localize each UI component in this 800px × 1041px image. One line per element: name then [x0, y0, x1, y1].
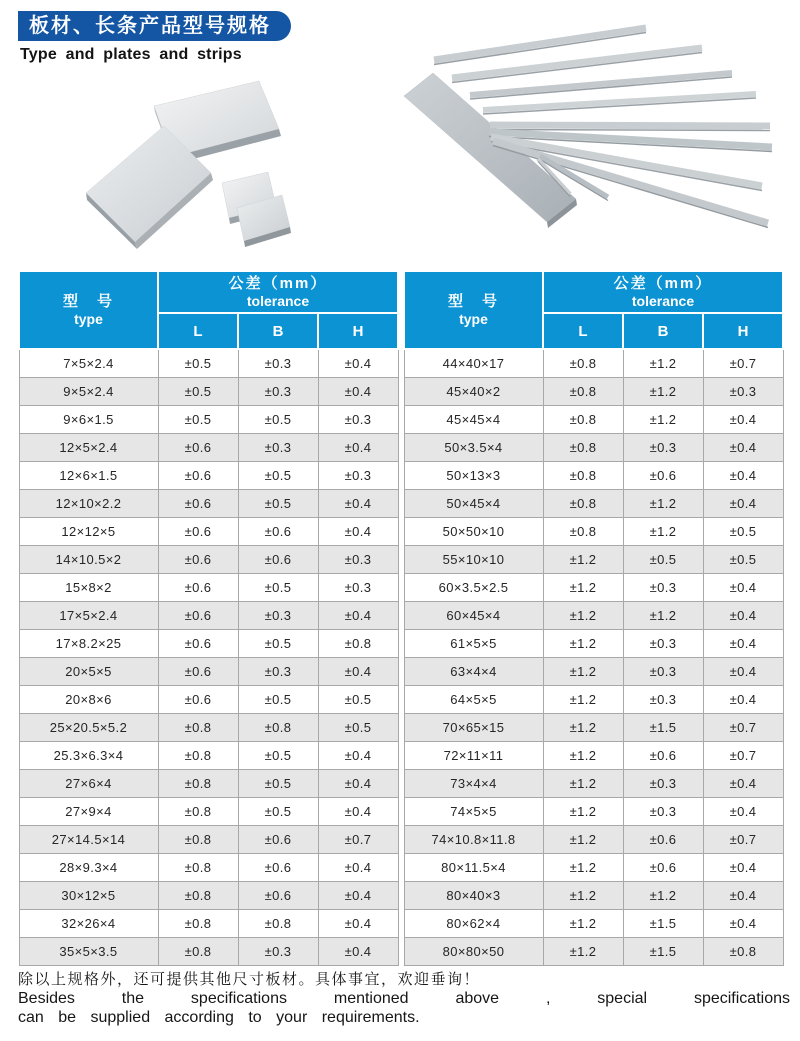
tolerance-h-cell: ±0.4 [318, 910, 398, 938]
tolerance-b-cell: ±0.5 [238, 686, 318, 714]
spec-row [19, 798, 398, 826]
tolerance-l-cell: ±0.6 [158, 658, 238, 686]
spec-row [404, 686, 783, 714]
tolerance-l-cell: ±0.5 [158, 349, 238, 378]
type-cell: 60×3.5×2.5 [404, 574, 543, 602]
tolerance-h-cell: ±0.3 [318, 406, 398, 434]
footer-note [18, 970, 790, 1027]
tolerance-l-cell: ±1.2 [543, 602, 623, 630]
tolerance-b-cell: ±0.3 [238, 602, 318, 630]
spec-row [19, 518, 398, 546]
col-b-header: B [623, 313, 703, 349]
tolerance-b-cell: ±0.5 [238, 574, 318, 602]
spec-row [404, 490, 783, 518]
tolerance-l-cell: ±1.2 [543, 714, 623, 742]
tolerance-b-cell: ±0.5 [238, 406, 318, 434]
tolerance-h-cell: ±0.4 [703, 574, 783, 602]
tolerance-b-cell: ±1.2 [623, 406, 703, 434]
tolerance-b-cell: ±0.8 [238, 910, 318, 938]
strips-photo [388, 16, 788, 248]
tolerance-header-en: tolerance [631, 293, 695, 309]
type-cell: 35×5×3.5 [19, 938, 158, 966]
tolerance-l-cell: ±0.8 [543, 406, 623, 434]
spec-row [404, 658, 783, 686]
tolerance-b-cell: ±0.5 [238, 742, 318, 770]
spec-row [404, 406, 783, 434]
tolerance-h-cell: ±0.4 [703, 882, 783, 910]
tolerance-b-cell: ±0.3 [623, 630, 703, 658]
page-title-banner [18, 11, 291, 41]
spec-row [404, 378, 783, 406]
tolerance-l-cell: ±0.6 [158, 602, 238, 630]
type-cell: 32×26×4 [19, 910, 158, 938]
type-cell: 74×10.8×11.8 [404, 826, 543, 854]
type-cell: 50×13×3 [404, 462, 543, 490]
plates-photo [58, 76, 403, 266]
type-cell: 14×10.5×2 [19, 546, 158, 574]
tolerance-column-header [158, 271, 398, 313]
spec-row [19, 378, 398, 406]
tolerance-h-cell: ±0.5 [703, 546, 783, 574]
spec-row [404, 938, 783, 966]
spec-table-left-body [19, 349, 398, 966]
tolerance-l-cell: ±0.8 [543, 462, 623, 490]
spec-row [404, 798, 783, 826]
tolerance-h-cell: ±0.7 [703, 826, 783, 854]
spec-table-left-header [19, 271, 398, 349]
spec-row [19, 826, 398, 854]
tolerance-l-cell: ±0.8 [158, 910, 238, 938]
tolerance-b-cell: ±0.3 [623, 658, 703, 686]
tolerance-h-cell: ±0.4 [703, 630, 783, 658]
tolerance-l-cell: ±1.2 [543, 574, 623, 602]
tolerance-h-cell: ±0.8 [318, 630, 398, 658]
tolerance-h-cell: ±0.4 [318, 658, 398, 686]
type-cell: 25×20.5×5.2 [19, 714, 158, 742]
col-h-header: H [703, 313, 783, 349]
tolerance-b-cell: ±0.3 [623, 686, 703, 714]
tolerance-b-cell: ±1.2 [623, 882, 703, 910]
type-cell: 64×5×5 [404, 686, 543, 714]
type-cell: 55×10×10 [404, 546, 543, 574]
type-cell: 45×45×4 [404, 406, 543, 434]
tolerance-h-cell: ±0.4 [318, 349, 398, 378]
tolerance-l-cell: ±0.6 [158, 490, 238, 518]
page-title-en: Type and plates and strips [20, 46, 242, 63]
spec-row [404, 462, 783, 490]
type-cell: 20×8×6 [19, 686, 158, 714]
type-cell: 30×12×5 [19, 882, 158, 910]
spec-table-right-body [404, 349, 783, 966]
spec-row [404, 854, 783, 882]
tolerance-header-en: tolerance [246, 293, 310, 309]
tolerance-b-cell: ±0.3 [238, 938, 318, 966]
spec-row [404, 434, 783, 462]
spec-row [19, 910, 398, 938]
spec-row [19, 602, 398, 630]
page-title-cn: 板材、长条产品型号规格 [29, 15, 271, 37]
col-l-header: L [158, 313, 238, 349]
type-cell: 27×6×4 [19, 770, 158, 798]
col-b-header: B [238, 313, 318, 349]
tolerance-h-cell: ±0.7 [703, 714, 783, 742]
tolerance-h-cell: ±0.4 [703, 462, 783, 490]
col-l-header: L [543, 313, 623, 349]
type-header-en: type [459, 311, 488, 327]
tolerance-b-cell: ±0.6 [623, 854, 703, 882]
tolerance-h-cell: ±0.3 [318, 462, 398, 490]
spec-row [19, 434, 398, 462]
tolerance-h-cell: ±0.7 [318, 826, 398, 854]
tolerance-b-cell: ±0.3 [623, 434, 703, 462]
tolerance-l-cell: ±0.8 [543, 349, 623, 378]
tolerance-b-cell: ±1.2 [623, 378, 703, 406]
tolerance-l-cell: ±1.2 [543, 658, 623, 686]
type-cell: 74×5×5 [404, 798, 543, 826]
tolerance-l-cell: ±0.6 [158, 434, 238, 462]
type-cell: 15×8×2 [19, 574, 158, 602]
type-header-cn: 型 号 [447, 293, 499, 310]
type-cell: 27×9×4 [19, 798, 158, 826]
tolerance-b-cell: ±0.3 [238, 349, 318, 378]
tolerance-b-cell: ±0.8 [238, 714, 318, 742]
tolerance-l-cell: ±0.6 [158, 574, 238, 602]
tolerance-b-cell: ±0.3 [623, 574, 703, 602]
tolerance-b-cell: ±0.5 [238, 770, 318, 798]
tolerance-l-cell: ±0.8 [543, 378, 623, 406]
tolerance-l-cell: ±1.2 [543, 770, 623, 798]
type-cell: 50×50×10 [404, 518, 543, 546]
tolerance-h-cell: ±0.4 [318, 798, 398, 826]
tolerance-b-cell: ±1.2 [623, 349, 703, 378]
spec-row [19, 770, 398, 798]
tolerance-h-cell: ±0.4 [318, 770, 398, 798]
tolerance-h-cell: ±0.5 [318, 714, 398, 742]
spec-row [404, 602, 783, 630]
type-cell: 60×45×4 [404, 602, 543, 630]
tolerance-h-cell: ±0.4 [703, 658, 783, 686]
tolerance-h-cell: ±0.5 [703, 518, 783, 546]
tolerance-l-cell: ±0.8 [543, 518, 623, 546]
spec-row [19, 854, 398, 882]
type-cell: 73×4×4 [404, 770, 543, 798]
tolerance-b-cell: ±0.3 [623, 770, 703, 798]
type-cell: 17×8.2×25 [19, 630, 158, 658]
spec-row [19, 658, 398, 686]
spec-table-right-header [404, 271, 783, 349]
tolerance-l-cell: ±0.8 [158, 882, 238, 910]
spec-row [19, 714, 398, 742]
type-header-cn: 型 号 [62, 293, 114, 310]
spec-row [19, 462, 398, 490]
type-cell: 45×40×2 [404, 378, 543, 406]
tolerance-h-cell: ±0.4 [703, 798, 783, 826]
type-cell: 9×5×2.4 [19, 378, 158, 406]
footer-note-en-line2: can be supplied according to your requirements. [18, 1009, 420, 1026]
tolerance-l-cell: ±0.6 [158, 518, 238, 546]
tolerance-b-cell: ±0.6 [623, 742, 703, 770]
tolerance-h-cell: ±0.5 [318, 686, 398, 714]
type-cell: 12×6×1.5 [19, 462, 158, 490]
tolerance-header-cn: 公差（mm） [228, 275, 328, 292]
tolerance-l-cell: ±0.6 [158, 630, 238, 658]
spec-row [404, 742, 783, 770]
tolerance-l-cell: ±1.2 [543, 938, 623, 966]
type-cell: 25.3×6.3×4 [19, 742, 158, 770]
tolerance-h-cell: ±0.4 [703, 770, 783, 798]
spec-table-right [403, 270, 784, 966]
spec-row [404, 882, 783, 910]
footer-note-en-line1: Besides the specifications mentioned above , special specifications [18, 990, 790, 1007]
tolerance-l-cell: ±1.2 [543, 826, 623, 854]
type-cell: 50×3.5×4 [404, 434, 543, 462]
tolerance-b-cell: ±0.5 [238, 462, 318, 490]
tolerance-b-cell: ±0.3 [238, 434, 318, 462]
tolerance-h-cell: ±0.4 [318, 742, 398, 770]
tolerance-l-cell: ±0.8 [158, 854, 238, 882]
type-cell: 9×6×1.5 [19, 406, 158, 434]
spec-row [19, 574, 398, 602]
type-cell: 63×4×4 [404, 658, 543, 686]
spec-row [404, 770, 783, 798]
tolerance-b-cell: ±0.5 [238, 490, 318, 518]
type-cell: 28×9.3×4 [19, 854, 158, 882]
tolerance-b-cell: ±0.6 [238, 882, 318, 910]
tolerance-h-cell: ±0.4 [703, 602, 783, 630]
spec-row [19, 490, 398, 518]
spec-row [404, 826, 783, 854]
tolerance-l-cell: ±1.2 [543, 910, 623, 938]
tolerance-l-cell: ±0.8 [543, 490, 623, 518]
type-cell: 12×10×2.2 [19, 490, 158, 518]
tolerance-l-cell: ±1.2 [543, 630, 623, 658]
type-column-header [19, 271, 158, 349]
footer-note-cn: 除以上规格外，还可提供其他尺寸板材。具体事宜，欢迎垂询！ [18, 971, 481, 988]
tolerance-b-cell: ±0.5 [238, 798, 318, 826]
tolerance-l-cell: ±0.8 [158, 798, 238, 826]
tolerance-b-cell: ±1.2 [623, 490, 703, 518]
tolerance-b-cell: ±0.6 [238, 518, 318, 546]
tolerance-h-cell: ±0.4 [703, 910, 783, 938]
spec-row [19, 630, 398, 658]
tolerance-b-cell: ±1.5 [623, 714, 703, 742]
tolerance-b-cell: ±1.2 [623, 518, 703, 546]
tolerance-h-cell: ±0.4 [318, 378, 398, 406]
type-cell: 27×14.5×14 [19, 826, 158, 854]
tolerance-l-cell: ±1.2 [543, 742, 623, 770]
tolerance-l-cell: ±0.8 [158, 742, 238, 770]
spec-row [404, 349, 783, 378]
type-cell: 17×5×2.4 [19, 602, 158, 630]
spec-table-left [18, 270, 399, 966]
tolerance-b-cell: ±1.2 [623, 602, 703, 630]
tolerance-l-cell: ±0.6 [158, 462, 238, 490]
type-cell: 80×40×3 [404, 882, 543, 910]
type-cell: 72×11×11 [404, 742, 543, 770]
tolerance-l-cell: ±1.2 [543, 686, 623, 714]
tolerance-b-cell: ±0.6 [238, 854, 318, 882]
type-cell: 50×45×4 [404, 490, 543, 518]
tolerance-b-cell: ±0.3 [623, 798, 703, 826]
tolerance-column-header [543, 271, 783, 313]
tolerance-l-cell: ±0.8 [158, 770, 238, 798]
tolerance-l-cell: ±0.8 [158, 938, 238, 966]
spec-row [19, 938, 398, 966]
type-cell: 80×80×50 [404, 938, 543, 966]
tolerance-h-cell: ±0.3 [703, 378, 783, 406]
spec-row [19, 742, 398, 770]
type-cell: 12×12×5 [19, 518, 158, 546]
spec-row [404, 518, 783, 546]
tolerance-l-cell: ±0.6 [158, 686, 238, 714]
tolerance-b-cell: ±0.5 [238, 630, 318, 658]
tolerance-h-cell: ±0.4 [318, 490, 398, 518]
tolerance-l-cell: ±1.2 [543, 798, 623, 826]
tolerance-l-cell: ±1.2 [543, 882, 623, 910]
tolerance-h-cell: ±0.4 [703, 854, 783, 882]
tolerance-l-cell: ±0.5 [158, 378, 238, 406]
spec-row [19, 406, 398, 434]
tolerance-l-cell: ±0.6 [158, 546, 238, 574]
type-cell: 44×40×17 [404, 349, 543, 378]
tolerance-b-cell: ±0.6 [238, 826, 318, 854]
type-column-header [404, 271, 543, 349]
type-header-en: type [74, 311, 103, 327]
tolerance-l-cell: ±1.2 [543, 546, 623, 574]
tolerance-h-cell: ±0.4 [318, 854, 398, 882]
tolerance-b-cell: ±0.3 [238, 378, 318, 406]
tolerance-b-cell: ±0.6 [623, 826, 703, 854]
tolerance-h-cell: ±0.4 [703, 406, 783, 434]
spec-row [404, 546, 783, 574]
spec-row [19, 546, 398, 574]
tolerance-l-cell: ±0.8 [158, 826, 238, 854]
tolerance-h-cell: ±0.4 [703, 434, 783, 462]
type-cell: 12×5×2.4 [19, 434, 158, 462]
type-cell: 61×5×5 [404, 630, 543, 658]
tolerance-l-cell: ±0.5 [158, 406, 238, 434]
spec-row [404, 574, 783, 602]
col-h-header: H [318, 313, 398, 349]
tolerance-b-cell: ±0.6 [623, 462, 703, 490]
tolerance-b-cell: ±0.3 [238, 658, 318, 686]
spec-row [19, 882, 398, 910]
tolerance-l-cell: ±1.2 [543, 854, 623, 882]
tolerance-h-cell: ±0.4 [703, 490, 783, 518]
tolerance-b-cell: ±1.5 [623, 910, 703, 938]
tolerance-h-cell: ±0.4 [318, 882, 398, 910]
spec-row [404, 630, 783, 658]
tolerance-l-cell: ±0.8 [158, 714, 238, 742]
tolerance-h-cell: ±0.3 [318, 546, 398, 574]
spec-row [19, 349, 398, 378]
tolerance-h-cell: ±0.4 [318, 434, 398, 462]
tolerance-l-cell: ±0.8 [543, 434, 623, 462]
tolerance-h-cell: ±0.8 [703, 938, 783, 966]
tolerance-h-cell: ±0.4 [318, 518, 398, 546]
type-cell: 80×11.5×4 [404, 854, 543, 882]
tolerance-h-cell: ±0.4 [318, 938, 398, 966]
footer-note-en [18, 989, 790, 1027]
tolerance-h-cell: ±0.7 [703, 742, 783, 770]
tolerance-h-cell: ±0.3 [318, 574, 398, 602]
tolerance-h-cell: ±0.7 [703, 349, 783, 378]
spec-row [19, 686, 398, 714]
type-cell: 80×62×4 [404, 910, 543, 938]
tolerance-b-cell: ±1.5 [623, 938, 703, 966]
spec-row [404, 714, 783, 742]
spec-row [404, 910, 783, 938]
tolerance-b-cell: ±0.5 [623, 546, 703, 574]
tolerance-h-cell: ±0.4 [703, 686, 783, 714]
tolerance-h-cell: ±0.4 [318, 602, 398, 630]
type-cell: 70×65×15 [404, 714, 543, 742]
tolerance-b-cell: ±0.6 [238, 546, 318, 574]
tolerance-header-cn: 公差（mm） [613, 275, 713, 292]
type-cell: 7×5×2.4 [19, 349, 158, 378]
type-cell: 20×5×5 [19, 658, 158, 686]
